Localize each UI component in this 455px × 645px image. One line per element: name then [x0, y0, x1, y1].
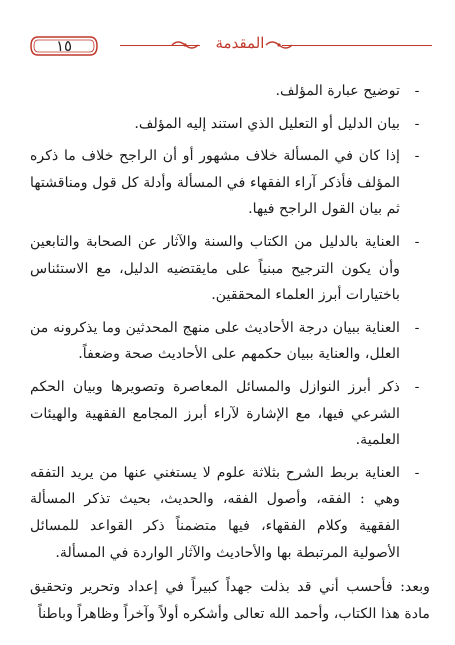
closing-paragraph: وبعد: فأحسب أني قد بذلت جهداً كبيراً في إعداد وتحرير وتحقيق مادة هذا الكتاب، وأحمد الله تعالى وأشكره أولاً وآخراً وظاهراً وباطناً — [30, 579, 430, 622]
list-item: - العناية بربط الشرح بثلاثة علوم لا يستغني عنها من يريد التفقه وهي : الفقه، وأصول الفقه، والحديث، بحيث تذكر المسألة الفقهية وكلام الفقهاء، فيها متضمناً ذكر القواعد للمسائل الأصولية المرتبطة بها والأحاديث والآثار الواردة في المسألة. — [30, 464, 420, 561]
page-body — [30, 78, 430, 641]
list-item: - ذكر أبرز النوازل والمسائل المعاصرة وتصويرها وبيان الحكم الشرعي فيها، مع الإشارة لآراء أبرز المجامع الفقهية والهيئات العلمية. — [30, 378, 420, 449]
list-item: - العناية ببيان درجة الأحاديث على منهج المحدثين وما يذكرونه من العلل، والعناية ببيان حكمهم على الأحاديث صحة وضعفاً. — [30, 319, 420, 363]
header-rule-right — [282, 45, 432, 46]
method-list — [30, 78, 430, 566]
list-item: - بيان الدليل أو التعليل الذي استند إليه المؤلف. — [134, 115, 420, 132]
section-title: المقدمة — [215, 34, 265, 52]
list-item: - العناية بالدليل من الكتاب والسنة والآثار عن الصحابة والتابعين وأن يكون الترجيح مبنياً على مايقتضيه الدليل، مع الاستئناس باختيارات أبرز العلماء المحققين. — [30, 233, 420, 304]
flourish-icon — [170, 39, 200, 51]
page-number-frame — [28, 34, 100, 58]
page-number: ١٥ — [55, 37, 73, 55]
list-item: - إذا كان في المسألة خلاف مشهور أو أن الراجح خلاف ما ذكره المؤلف فأذكر آراء الفقهاء في المسألة وأدلة كل قول ومناقشتها ثم بيان القول الراجح فيها. — [30, 148, 420, 218]
list-item: - توضيح عبارة المؤلف. — [275, 83, 420, 99]
page-header — [20, 30, 445, 64]
